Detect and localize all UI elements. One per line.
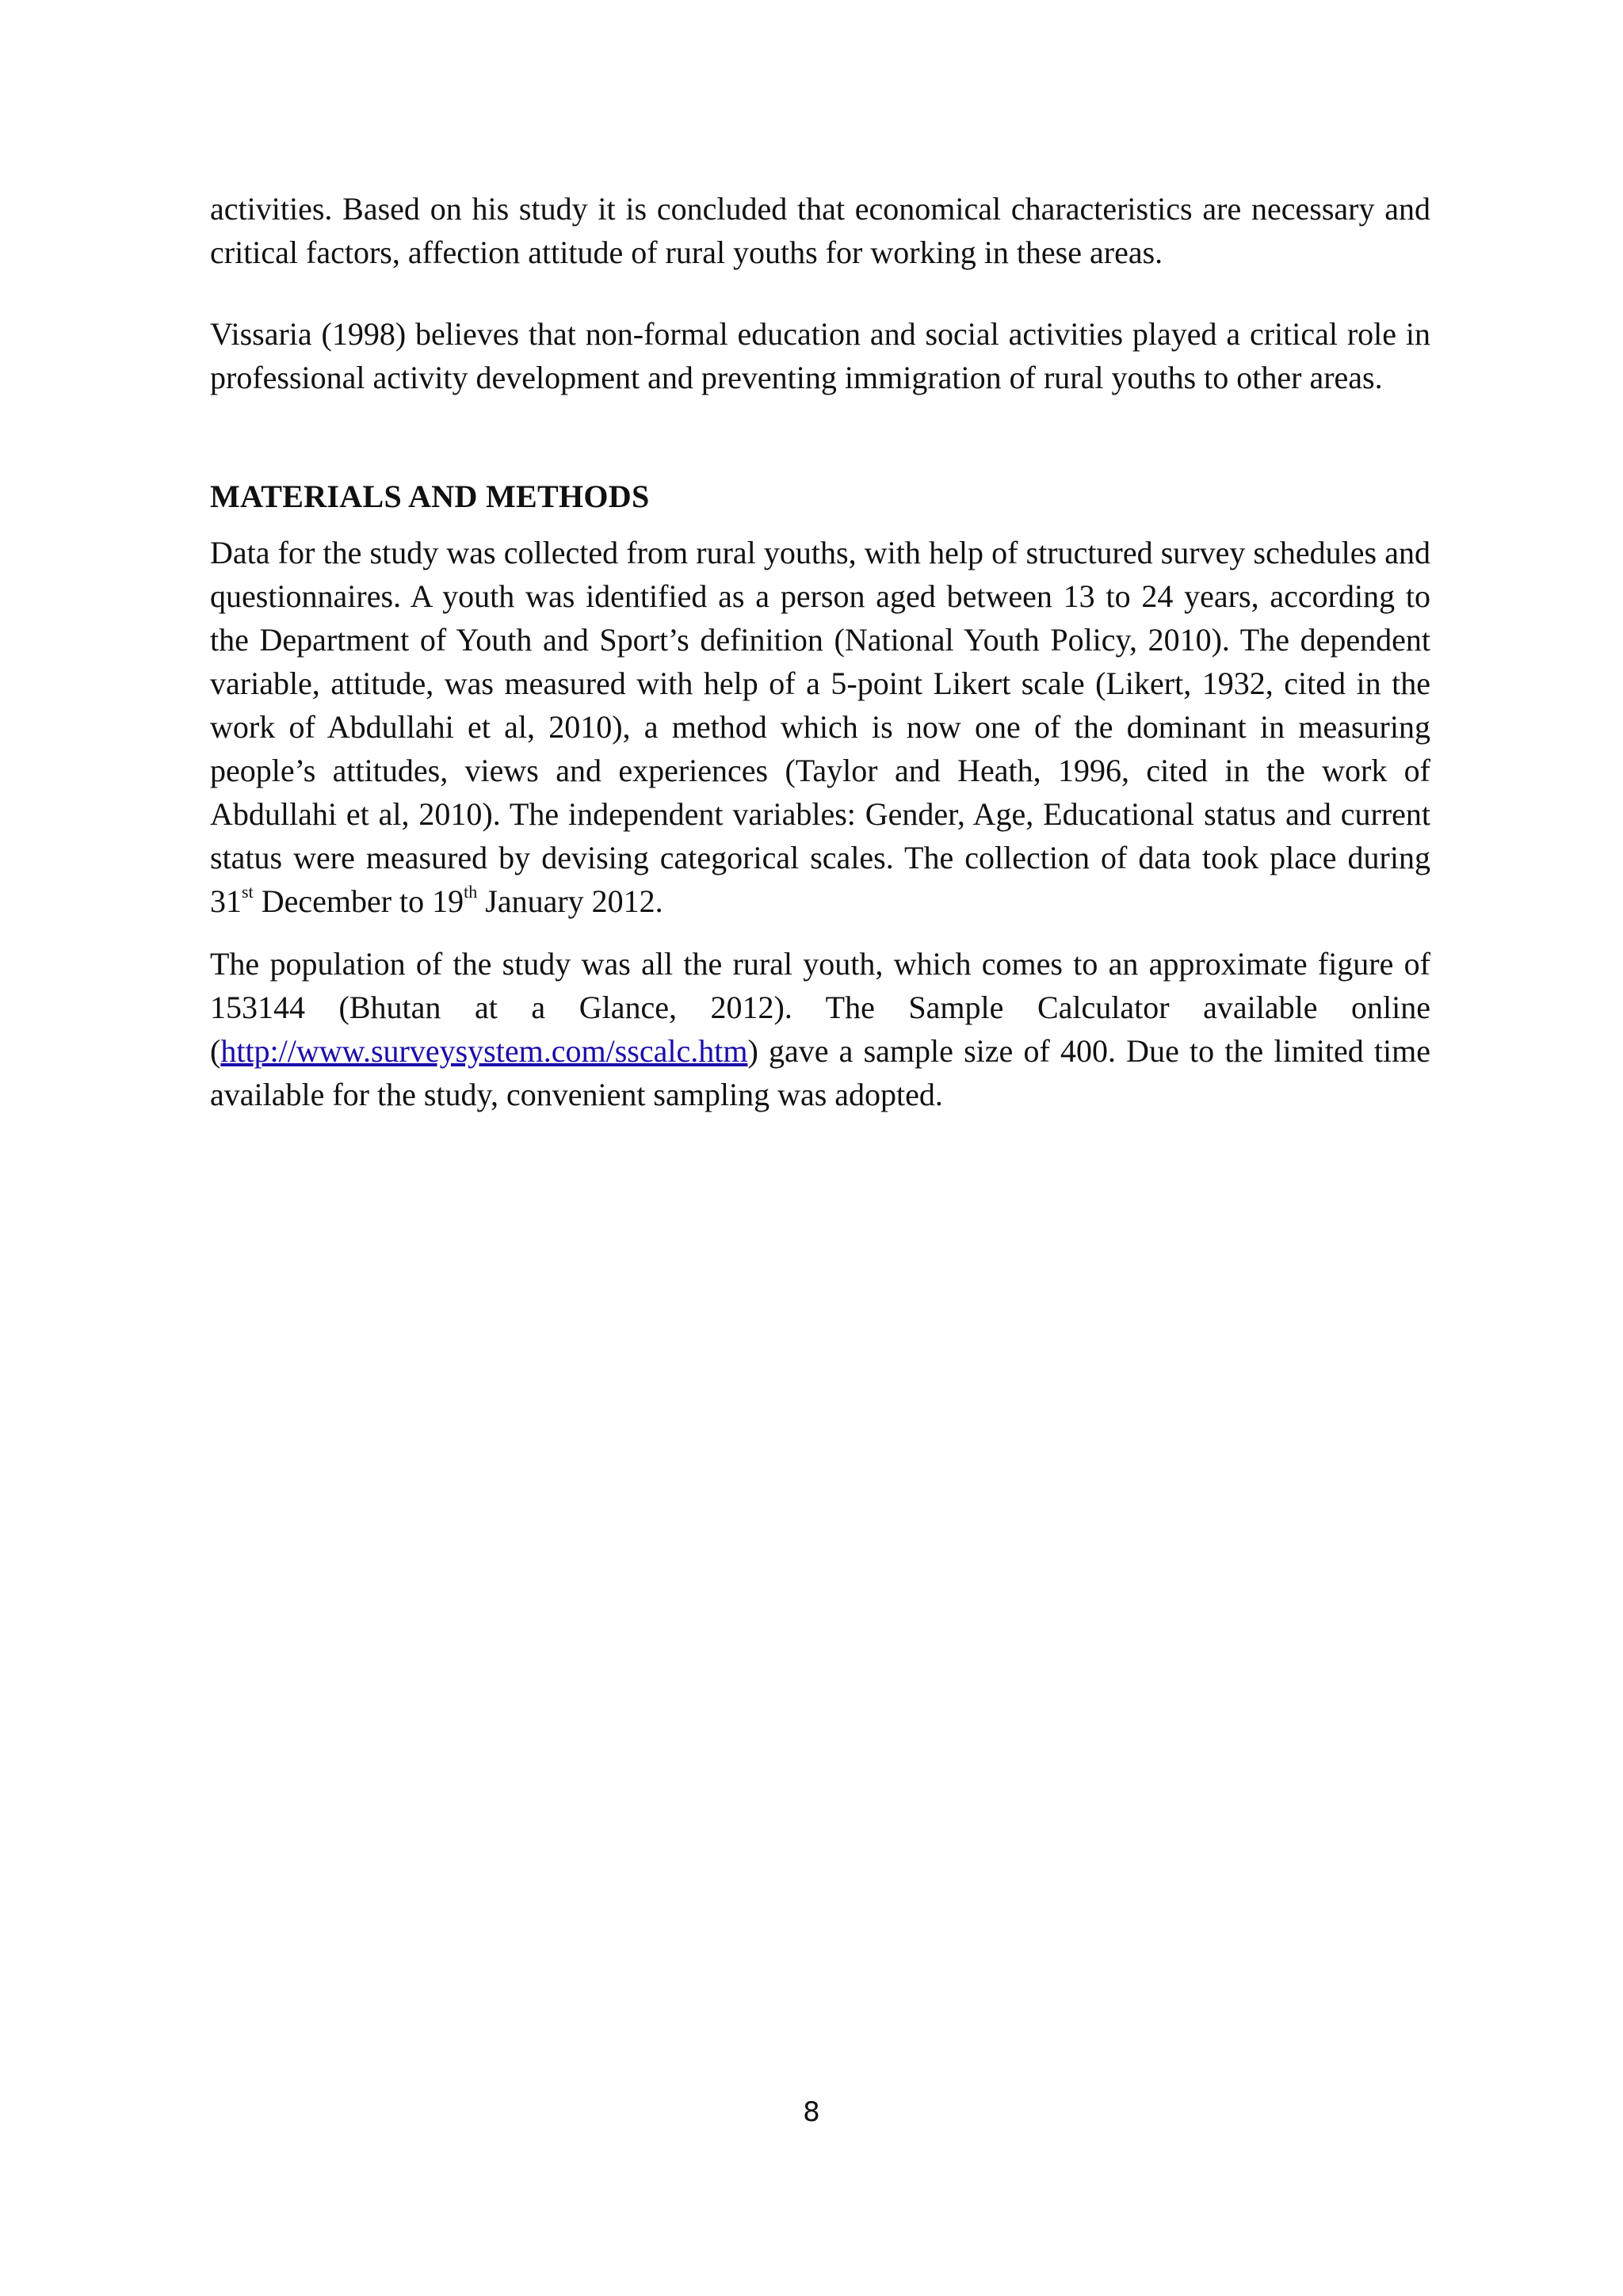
paragraph-text: ) gave a sample size of 400. Due to the limited time available for the study, convenient sampling was adopted. <box>210 1033 1430 1112</box>
section-heading-materials-methods: MATERIALS AND METHODS <box>210 479 650 514</box>
section-spacer <box>210 399 1430 475</box>
paragraph-text: The population of the study was all the rural youth, which comes to an approximate figure of 153144 (Bhutan at a Glance, 2012). The Sample Calculator available online ( <box>210 946 1430 1069</box>
paragraph-text: January 2012. <box>477 883 663 919</box>
paragraph-continuation: activities. Based on his study it is concluded that economical characteristics are necessary and critical factors, affection attitude of rural youths for working in these areas. <box>210 191 1430 270</box>
heading-spacer <box>210 518 1430 531</box>
paragraph-text: December to 19 <box>253 883 464 919</box>
paragraph-text: Data for the study was collected from rural youths, with help of structured survey schedules and questionnaires. A youth was identified as a person aged between 13 to 24 years, according to the Department of Youth and Sport’s definition (National Youth Policy, 2010). The dependent variable, attitude, was measured with help of a 5-point Likert scale (Likert, 1932, cited in the work of Abdullahi et al, 2010), a method which is now one of the dominant in measuring people’s attitudes, views and experiences (Taylor and Heath, 1996, cited in the work of Abdullahi et al, 2010). The independent variables: Gender, Age, Educational status and current status were measured by devising categorical scales. The collection of data took place during 31 <box>210 535 1430 919</box>
page-number: 8 <box>803 2096 820 2128</box>
paragraph-vissaria: Vissaria (1998) believes that non-formal education and social activities played a critical role in professional activity development and preventing immigration of rural youths to other areas. <box>210 316 1430 395</box>
superscript-th: th <box>464 882 478 902</box>
sample-calculator-link[interactable]: http://www.surveysystem.com/sscalc.htm <box>220 1033 748 1069</box>
paragraph-data-collection <box>210 531 1430 923</box>
page-body <box>210 187 1430 1116</box>
paragraph-population <box>210 942 1430 1116</box>
superscript-st: st <box>242 882 254 902</box>
paragraph-spacer <box>210 923 1430 942</box>
paragraph-spacer <box>210 274 1430 312</box>
